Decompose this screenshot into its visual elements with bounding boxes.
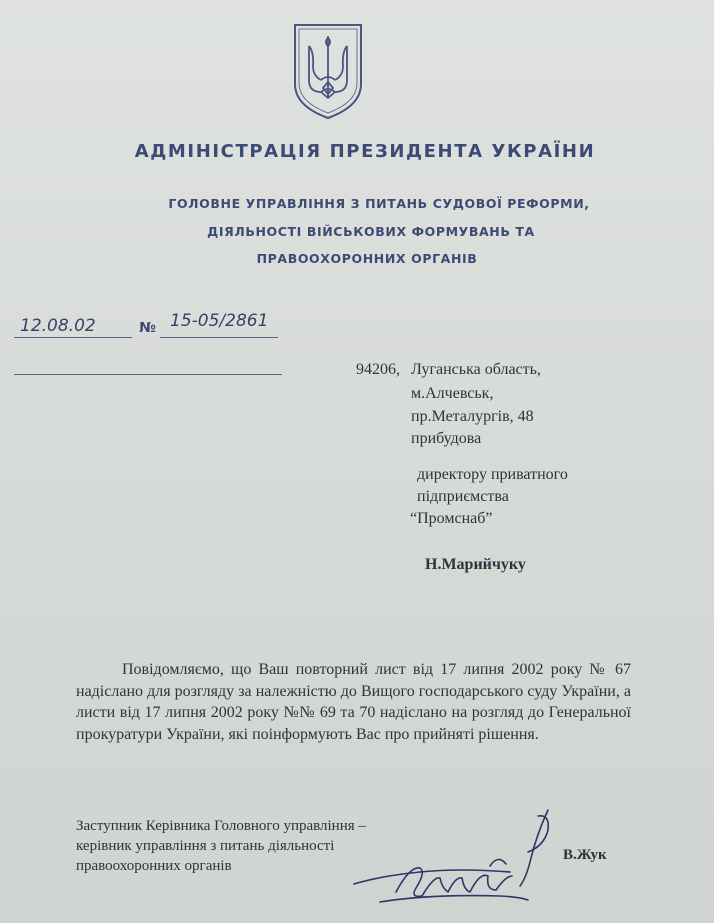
signatory-title-line-3: правоохоронних органів bbox=[76, 858, 232, 874]
registration-number-label: № bbox=[139, 320, 156, 336]
signatory-title-line-1: Заступник Керівника Головного управління – bbox=[76, 818, 366, 834]
registration-date: 12.08.02 bbox=[20, 316, 96, 336]
signatory-title-line-2: керівник управління з питань діяльності bbox=[76, 838, 335, 854]
address-postcode: 94206, bbox=[356, 361, 400, 378]
department-line-3: ПРАВООХОРОННИХ ОРГАНІВ bbox=[256, 251, 478, 266]
letter-body: Повідомляємо, що Ваш повторний лист від 17 липня 2002 року № 67 надіслано для розгляду за належністю до Вищого господарського суду України, а листи від 17 липня 2002 року №№ 69 та 70 надіслано на розгляд до Генеральної прокуратури України, які поінформують Вас про прийняті рішення. bbox=[76, 661, 631, 743]
address-building: прибудова bbox=[411, 430, 482, 447]
reference-underline bbox=[14, 374, 282, 375]
organization-title: АДМІНІСТРАЦІЯ ПРЕЗИДЕНТА УКРАЇНИ bbox=[134, 141, 596, 162]
address-city: м.Алчевськ, bbox=[411, 385, 494, 402]
address-street: пр.Металургів, 48 bbox=[411, 408, 534, 425]
department-line-2: ДІЯЛЬНОСТІ ВІЙСЬКОВИХ ФОРМУВАНЬ ТА bbox=[207, 224, 535, 239]
signatory-name: В.Жук bbox=[563, 847, 607, 863]
addressee-name: Н.Марийчуку bbox=[425, 556, 526, 573]
trident-coat-of-arms-icon bbox=[291, 22, 365, 120]
addressee-company: “Промснаб” bbox=[410, 510, 493, 527]
number-underline bbox=[160, 337, 278, 338]
addressee-position-line-1: директору приватного bbox=[417, 466, 568, 483]
addressee-position-line-2: підприємства bbox=[417, 488, 509, 505]
registration-number: 15-05/2861 bbox=[170, 311, 269, 331]
handwritten-signature-icon bbox=[350, 806, 560, 918]
address-region: Луганська область, bbox=[411, 361, 541, 378]
department-line-1: ГОЛОВНЕ УПРАВЛІННЯ З ПИТАНЬ СУДОВОЇ РЕФОРМИ, bbox=[168, 196, 590, 211]
date-underline bbox=[14, 337, 132, 338]
